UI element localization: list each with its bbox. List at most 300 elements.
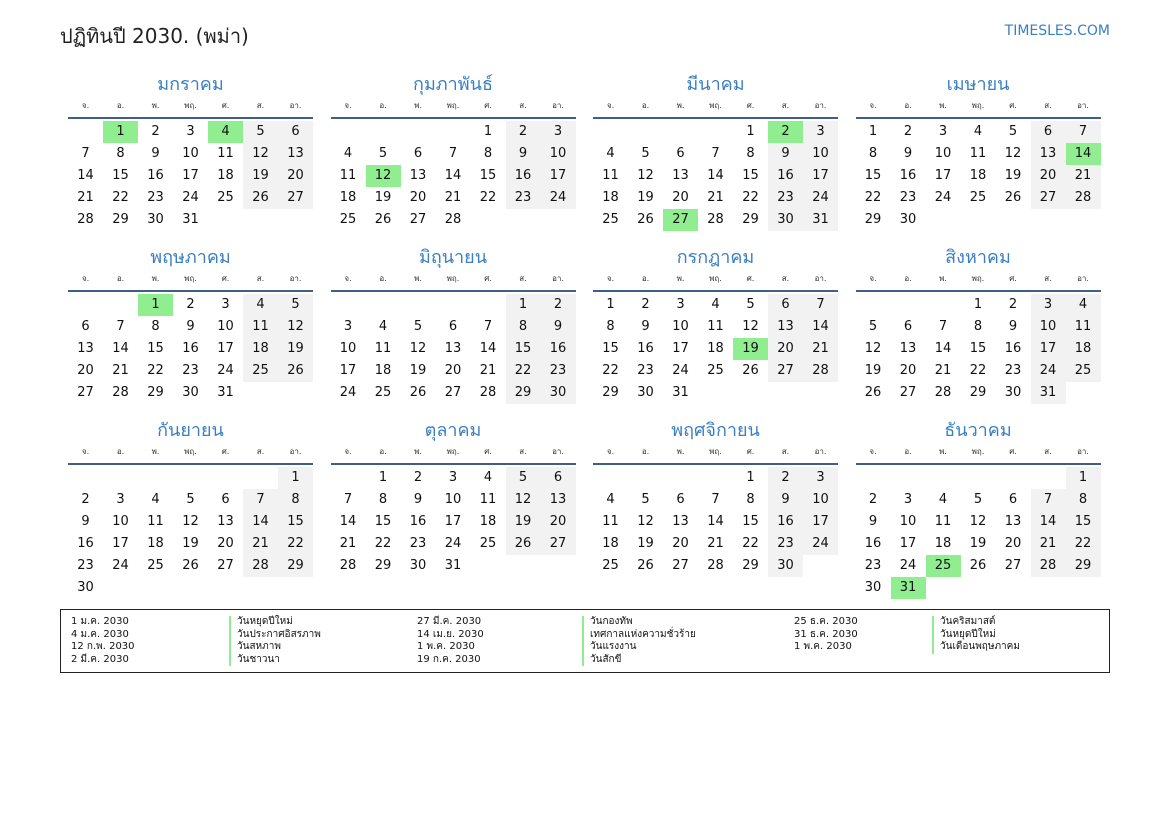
day-cell[interactable]: 4 xyxy=(973,124,983,139)
day-cell[interactable]: 27 xyxy=(1004,558,1022,573)
day-cell[interactable]: 23 xyxy=(1004,363,1022,378)
day-cell[interactable]: 3 xyxy=(541,121,576,143)
day-cell[interactable]: 2 xyxy=(868,492,878,507)
day-cell[interactable]: 30 xyxy=(147,212,164,227)
day-cell[interactable]: 8 xyxy=(868,146,878,161)
day-cell[interactable]: 8 xyxy=(278,489,313,511)
holiday-day-cell[interactable]: 27 xyxy=(663,209,698,231)
day-cell[interactable]: 5 xyxy=(506,467,541,489)
day-cell[interactable]: 5 xyxy=(1008,124,1018,139)
day-cell[interactable]: 23 xyxy=(147,190,164,205)
day-cell[interactable]: 11 xyxy=(707,319,724,334)
day-cell[interactable]: 22 xyxy=(278,533,313,555)
day-cell[interactable]: 18 xyxy=(374,363,392,378)
day-cell[interactable]: 28 xyxy=(479,385,497,400)
day-cell[interactable]: 12 xyxy=(969,514,987,529)
day-cell[interactable]: 10 xyxy=(899,514,917,529)
day-cell[interactable]: 21 xyxy=(803,338,838,360)
day-cell[interactable]: 21 xyxy=(479,363,497,378)
day-cell[interactable]: 30 xyxy=(768,555,803,577)
day-cell[interactable]: 16 xyxy=(899,168,917,183)
day-cell[interactable]: 13 xyxy=(444,341,462,356)
day-cell[interactable]: 28 xyxy=(243,555,278,577)
holiday-day-cell[interactable]: 14 xyxy=(1066,143,1101,165)
day-cell[interactable]: 25 xyxy=(602,558,619,573)
day-cell[interactable]: 10 xyxy=(182,146,199,161)
day-cell[interactable]: 29 xyxy=(147,385,164,400)
day-cell[interactable]: 11 xyxy=(339,168,357,183)
day-cell[interactable]: 22 xyxy=(374,536,392,551)
day-cell[interactable]: 19 xyxy=(409,363,427,378)
day-cell[interactable]: 29 xyxy=(742,558,759,573)
day-cell[interactable]: 17 xyxy=(541,165,576,187)
day-cell[interactable]: 26 xyxy=(278,360,313,382)
day-cell[interactable]: 21 xyxy=(1031,533,1066,555)
day-cell[interactable]: 17 xyxy=(217,341,234,356)
day-cell[interactable]: 20 xyxy=(278,165,313,187)
day-cell[interactable]: 2 xyxy=(186,297,195,312)
holiday-day-cell[interactable]: 19 xyxy=(733,338,768,360)
day-cell[interactable]: 1 xyxy=(378,470,388,485)
day-cell[interactable]: 26 xyxy=(409,385,427,400)
day-cell[interactable]: 25 xyxy=(1066,360,1101,382)
day-cell[interactable]: 2 xyxy=(151,124,160,139)
day-cell[interactable]: 15 xyxy=(112,168,129,183)
day-cell[interactable]: 30 xyxy=(182,385,199,400)
day-cell[interactable]: 8 xyxy=(378,492,388,507)
day-cell[interactable]: 9 xyxy=(768,489,803,511)
day-cell[interactable]: 19 xyxy=(182,536,199,551)
day-cell[interactable]: 21 xyxy=(243,533,278,555)
day-cell[interactable]: 12 xyxy=(1004,146,1022,161)
day-cell[interactable]: 19 xyxy=(864,363,882,378)
day-cell[interactable]: 20 xyxy=(899,363,917,378)
day-cell[interactable]: 14 xyxy=(707,514,724,529)
day-cell[interactable]: 3 xyxy=(676,297,685,312)
day-cell[interactable]: 26 xyxy=(243,187,278,209)
day-cell[interactable]: 9 xyxy=(1008,319,1018,334)
day-cell[interactable]: 1 xyxy=(746,470,755,485)
day-cell[interactable]: 21 xyxy=(1066,165,1101,187)
day-cell[interactable]: 7 xyxy=(483,319,493,334)
day-cell[interactable]: 10 xyxy=(803,489,838,511)
day-cell[interactable]: 28 xyxy=(707,558,724,573)
day-cell[interactable]: 20 xyxy=(77,363,94,378)
day-cell[interactable]: 28 xyxy=(339,558,357,573)
day-cell[interactable]: 27 xyxy=(409,212,427,227)
day-cell[interactable]: 15 xyxy=(969,341,987,356)
day-cell[interactable]: 4 xyxy=(938,492,948,507)
day-cell[interactable]: 11 xyxy=(934,514,952,529)
day-cell[interactable]: 13 xyxy=(409,168,427,183)
day-cell[interactable]: 17 xyxy=(934,168,952,183)
day-cell[interactable]: 1 xyxy=(746,124,755,139)
day-cell[interactable]: 11 xyxy=(602,514,619,529)
day-cell[interactable]: 5 xyxy=(413,319,423,334)
day-cell[interactable]: 10 xyxy=(217,319,234,334)
day-cell[interactable]: 16 xyxy=(541,338,576,360)
day-cell[interactable]: 18 xyxy=(339,190,357,205)
day-cell[interactable]: 1 xyxy=(973,297,983,312)
day-cell[interactable]: 21 xyxy=(339,536,357,551)
day-cell[interactable]: 19 xyxy=(374,190,392,205)
day-cell[interactable]: 21 xyxy=(77,190,94,205)
holiday-day-cell[interactable]: 2 xyxy=(768,121,803,143)
day-cell[interactable]: 27 xyxy=(899,385,917,400)
day-cell[interactable]: 16 xyxy=(506,165,541,187)
day-cell[interactable]: 14 xyxy=(479,341,497,356)
day-cell[interactable]: 22 xyxy=(864,190,882,205)
day-cell[interactable]: 24 xyxy=(934,190,952,205)
day-cell[interactable]: 20 xyxy=(1031,165,1066,187)
day-cell[interactable]: 18 xyxy=(479,514,497,529)
day-cell[interactable]: 15 xyxy=(742,168,759,183)
day-cell[interactable]: 13 xyxy=(1031,143,1066,165)
day-cell[interactable]: 25 xyxy=(243,360,278,382)
day-cell[interactable]: 18 xyxy=(1066,338,1101,360)
day-cell[interactable]: 24 xyxy=(899,558,917,573)
day-cell[interactable]: 21 xyxy=(444,190,462,205)
day-cell[interactable]: 4 xyxy=(483,470,493,485)
day-cell[interactable]: 3 xyxy=(343,319,353,334)
day-cell[interactable]: 24 xyxy=(541,187,576,209)
day-cell[interactable]: 17 xyxy=(339,363,357,378)
day-cell[interactable]: 30 xyxy=(899,212,917,227)
day-cell[interactable]: 17 xyxy=(803,511,838,533)
day-cell[interactable]: 4 xyxy=(606,492,615,507)
day-cell[interactable]: 27 xyxy=(77,385,94,400)
site-link[interactable]: TIMESLES.COM xyxy=(1004,23,1110,39)
day-cell[interactable]: 13 xyxy=(1004,514,1022,529)
day-cell[interactable]: 22 xyxy=(479,190,497,205)
day-cell[interactable]: 27 xyxy=(1031,187,1066,209)
day-cell[interactable]: 18 xyxy=(969,168,987,183)
day-cell[interactable]: 2 xyxy=(81,492,90,507)
day-cell[interactable]: 7 xyxy=(343,492,353,507)
day-cell[interactable]: 1 xyxy=(278,467,313,489)
day-cell[interactable]: 6 xyxy=(768,294,803,316)
day-cell[interactable]: 12 xyxy=(637,168,654,183)
day-cell[interactable]: 7 xyxy=(1031,489,1066,511)
day-cell[interactable]: 5 xyxy=(378,146,388,161)
day-cell[interactable]: 12 xyxy=(742,319,759,334)
day-cell[interactable]: 20 xyxy=(409,190,427,205)
day-cell[interactable]: 6 xyxy=(903,319,913,334)
day-cell[interactable]: 7 xyxy=(938,319,948,334)
day-cell[interactable]: 19 xyxy=(506,511,541,533)
day-cell[interactable]: 8 xyxy=(973,319,983,334)
day-cell[interactable]: 16 xyxy=(147,168,164,183)
day-cell[interactable]: 29 xyxy=(602,385,619,400)
day-cell[interactable]: 25 xyxy=(374,385,392,400)
holiday-day-cell[interactable]: 12 xyxy=(366,165,401,187)
day-cell[interactable]: 1 xyxy=(868,124,878,139)
day-cell[interactable]: 5 xyxy=(973,492,983,507)
day-cell[interactable]: 8 xyxy=(483,146,493,161)
day-cell[interactable]: 16 xyxy=(409,514,427,529)
day-cell[interactable]: 20 xyxy=(672,190,689,205)
day-cell[interactable]: 15 xyxy=(602,341,619,356)
holiday-day-cell[interactable]: 31 xyxy=(891,577,926,599)
day-cell[interactable]: 15 xyxy=(742,514,759,529)
day-cell[interactable]: 30 xyxy=(768,209,803,231)
day-cell[interactable]: 23 xyxy=(637,363,654,378)
day-cell[interactable]: 26 xyxy=(637,212,654,227)
holiday-day-cell[interactable]: 4 xyxy=(208,121,243,143)
day-cell[interactable]: 5 xyxy=(641,492,650,507)
day-cell[interactable]: 12 xyxy=(182,514,199,529)
day-cell[interactable]: 28 xyxy=(112,385,129,400)
day-cell[interactable]: 11 xyxy=(969,146,987,161)
day-cell[interactable]: 6 xyxy=(676,146,685,161)
day-cell[interactable]: 4 xyxy=(378,319,388,334)
day-cell[interactable]: 23 xyxy=(768,533,803,555)
day-cell[interactable]: 23 xyxy=(768,187,803,209)
day-cell[interactable]: 7 xyxy=(116,319,125,334)
day-cell[interactable]: 9 xyxy=(868,514,878,529)
day-cell[interactable]: 5 xyxy=(243,121,278,143)
day-cell[interactable]: 10 xyxy=(112,514,129,529)
day-cell[interactable]: 5 xyxy=(278,294,313,316)
day-cell[interactable]: 18 xyxy=(602,536,619,551)
day-cell[interactable]: 16 xyxy=(768,165,803,187)
day-cell[interactable]: 20 xyxy=(541,511,576,533)
day-cell[interactable]: 24 xyxy=(444,536,462,551)
day-cell[interactable]: 19 xyxy=(637,536,654,551)
day-cell[interactable]: 30 xyxy=(1004,385,1022,400)
day-cell[interactable]: 11 xyxy=(147,514,164,529)
day-cell[interactable]: 25 xyxy=(969,190,987,205)
day-cell[interactable]: 14 xyxy=(707,168,724,183)
day-cell[interactable]: 12 xyxy=(637,514,654,529)
day-cell[interactable]: 16 xyxy=(1004,341,1022,356)
day-cell[interactable]: 21 xyxy=(112,363,129,378)
day-cell[interactable]: 13 xyxy=(768,316,803,338)
day-cell[interactable]: 22 xyxy=(506,360,541,382)
day-cell[interactable]: 29 xyxy=(112,212,129,227)
day-cell[interactable]: 15 xyxy=(278,511,313,533)
day-cell[interactable]: 26 xyxy=(969,558,987,573)
day-cell[interactable]: 7 xyxy=(711,492,720,507)
day-cell[interactable]: 15 xyxy=(864,168,882,183)
day-cell[interactable]: 29 xyxy=(969,385,987,400)
day-cell[interactable]: 4 xyxy=(243,294,278,316)
day-cell[interactable]: 23 xyxy=(77,558,94,573)
day-cell[interactable]: 8 xyxy=(151,319,160,334)
day-cell[interactable]: 22 xyxy=(1066,533,1101,555)
day-cell[interactable]: 23 xyxy=(541,360,576,382)
day-cell[interactable]: 29 xyxy=(278,555,313,577)
day-cell[interactable]: 19 xyxy=(637,190,654,205)
day-cell[interactable]: 10 xyxy=(934,146,952,161)
holiday-day-cell[interactable]: 25 xyxy=(926,555,961,577)
day-cell[interactable]: 6 xyxy=(81,319,90,334)
day-cell[interactable]: 3 xyxy=(803,467,838,489)
day-cell[interactable]: 26 xyxy=(374,212,392,227)
day-cell[interactable]: 30 xyxy=(409,558,427,573)
day-cell[interactable]: 14 xyxy=(112,341,129,356)
day-cell[interactable]: 27 xyxy=(541,533,576,555)
day-cell[interactable]: 22 xyxy=(602,363,619,378)
day-cell[interactable]: 31 xyxy=(1031,382,1066,404)
day-cell[interactable]: 14 xyxy=(934,341,952,356)
day-cell[interactable]: 6 xyxy=(221,492,230,507)
day-cell[interactable]: 24 xyxy=(672,363,689,378)
day-cell[interactable]: 22 xyxy=(147,363,164,378)
day-cell[interactable]: 23 xyxy=(864,558,882,573)
day-cell[interactable]: 17 xyxy=(444,514,462,529)
day-cell[interactable]: 11 xyxy=(602,168,619,183)
day-cell[interactable]: 21 xyxy=(707,536,724,551)
day-cell[interactable]: 25 xyxy=(479,536,497,551)
day-cell[interactable]: 12 xyxy=(409,341,427,356)
day-cell[interactable]: 13 xyxy=(77,341,94,356)
day-cell[interactable]: 22 xyxy=(969,363,987,378)
day-cell[interactable]: 4 xyxy=(343,146,353,161)
day-cell[interactable]: 12 xyxy=(243,143,278,165)
holiday-day-cell[interactable]: 1 xyxy=(103,121,138,143)
day-cell[interactable]: 23 xyxy=(899,190,917,205)
day-cell[interactable]: 31 xyxy=(217,385,234,400)
day-cell[interactable]: 13 xyxy=(541,489,576,511)
day-cell[interactable]: 11 xyxy=(374,341,392,356)
day-cell[interactable]: 13 xyxy=(672,514,689,529)
day-cell[interactable]: 18 xyxy=(147,536,164,551)
day-cell[interactable]: 10 xyxy=(339,341,357,356)
day-cell[interactable]: 15 xyxy=(506,338,541,360)
day-cell[interactable]: 26 xyxy=(182,558,199,573)
day-cell[interactable]: 8 xyxy=(746,492,755,507)
day-cell[interactable]: 27 xyxy=(768,360,803,382)
day-cell[interactable]: 4 xyxy=(1066,294,1101,316)
day-cell[interactable]: 6 xyxy=(541,467,576,489)
day-cell[interactable]: 31 xyxy=(444,558,462,573)
day-cell[interactable]: 9 xyxy=(413,492,423,507)
day-cell[interactable]: 19 xyxy=(278,338,313,360)
day-cell[interactable]: 25 xyxy=(707,363,724,378)
day-cell[interactable]: 10 xyxy=(803,143,838,165)
day-cell[interactable]: 6 xyxy=(448,319,458,334)
day-cell[interactable]: 29 xyxy=(1066,555,1101,577)
day-cell[interactable]: 24 xyxy=(803,533,838,555)
day-cell[interactable]: 25 xyxy=(217,190,234,205)
day-cell[interactable]: 5 xyxy=(746,297,755,312)
day-cell[interactable]: 29 xyxy=(742,212,759,227)
day-cell[interactable]: 9 xyxy=(186,319,195,334)
day-cell[interactable]: 1 xyxy=(1066,467,1101,489)
day-cell[interactable]: 7 xyxy=(448,146,458,161)
day-cell[interactable]: 2 xyxy=(768,467,803,489)
day-cell[interactable]: 21 xyxy=(707,190,724,205)
day-cell[interactable]: 27 xyxy=(444,385,462,400)
day-cell[interactable]: 16 xyxy=(182,341,199,356)
day-cell[interactable]: 18 xyxy=(217,168,234,183)
day-cell[interactable]: 16 xyxy=(864,536,882,551)
day-cell[interactable]: 2 xyxy=(413,470,423,485)
day-cell[interactable]: 11 xyxy=(243,316,278,338)
day-cell[interactable]: 25 xyxy=(602,212,619,227)
day-cell[interactable]: 27 xyxy=(278,187,313,209)
day-cell[interactable]: 30 xyxy=(77,580,94,595)
day-cell[interactable]: 10 xyxy=(444,492,462,507)
day-cell[interactable]: 28 xyxy=(77,212,94,227)
day-cell[interactable]: 26 xyxy=(864,385,882,400)
day-cell[interactable]: 13 xyxy=(672,168,689,183)
day-cell[interactable]: 20 xyxy=(444,363,462,378)
day-cell[interactable]: 2 xyxy=(1008,297,1018,312)
day-cell[interactable]: 22 xyxy=(742,536,759,551)
day-cell[interactable]: 15 xyxy=(374,514,392,529)
day-cell[interactable]: 1 xyxy=(506,294,541,316)
day-cell[interactable]: 26 xyxy=(506,533,541,555)
day-cell[interactable]: 24 xyxy=(339,385,357,400)
day-cell[interactable]: 27 xyxy=(217,558,234,573)
day-cell[interactable]: 6 xyxy=(676,492,685,507)
day-cell[interactable]: 19 xyxy=(243,165,278,187)
day-cell[interactable]: 5 xyxy=(868,319,878,334)
day-cell[interactable]: 14 xyxy=(77,168,94,183)
day-cell[interactable]: 8 xyxy=(116,146,125,161)
day-cell[interactable]: 29 xyxy=(374,558,392,573)
day-cell[interactable]: 15 xyxy=(1066,511,1101,533)
day-cell[interactable]: 9 xyxy=(541,316,576,338)
day-cell[interactable]: 20 xyxy=(217,536,234,551)
day-cell[interactable]: 7 xyxy=(243,489,278,511)
day-cell[interactable]: 14 xyxy=(339,514,357,529)
day-cell[interactable]: 28 xyxy=(1031,555,1066,577)
day-cell[interactable]: 23 xyxy=(182,363,199,378)
day-cell[interactable]: 24 xyxy=(112,558,129,573)
day-cell[interactable]: 17 xyxy=(803,165,838,187)
day-cell[interactable]: 3 xyxy=(448,470,458,485)
day-cell[interactable]: 8 xyxy=(606,319,615,334)
day-cell[interactable]: 24 xyxy=(803,187,838,209)
day-cell[interactable]: 20 xyxy=(768,338,803,360)
day-cell[interactable]: 9 xyxy=(81,514,90,529)
day-cell[interactable]: 3 xyxy=(803,121,838,143)
day-cell[interactable]: 28 xyxy=(1066,187,1101,209)
day-cell[interactable]: 3 xyxy=(938,124,948,139)
day-cell[interactable]: 1 xyxy=(606,297,615,312)
day-cell[interactable]: 24 xyxy=(217,363,234,378)
day-cell[interactable]: 25 xyxy=(339,212,357,227)
day-cell[interactable]: 3 xyxy=(221,297,230,312)
day-cell[interactable]: 8 xyxy=(1066,489,1101,511)
day-cell[interactable]: 30 xyxy=(637,385,654,400)
day-cell[interactable]: 12 xyxy=(278,316,313,338)
day-cell[interactable]: 25 xyxy=(147,558,164,573)
day-cell[interactable]: 18 xyxy=(602,190,619,205)
day-cell[interactable]: 21 xyxy=(934,363,952,378)
day-cell[interactable]: 31 xyxy=(803,209,838,231)
day-cell[interactable]: 28 xyxy=(934,385,952,400)
day-cell[interactable]: 4 xyxy=(151,492,160,507)
day-cell[interactable]: 7 xyxy=(1066,121,1101,143)
day-cell[interactable]: 28 xyxy=(444,212,462,227)
day-cell[interactable]: 10 xyxy=(1031,316,1066,338)
day-cell[interactable]: 11 xyxy=(217,146,234,161)
day-cell[interactable]: 20 xyxy=(672,536,689,551)
day-cell[interactable]: 22 xyxy=(112,190,129,205)
day-cell[interactable]: 3 xyxy=(1031,294,1066,316)
day-cell[interactable]: 9 xyxy=(151,146,160,161)
day-cell[interactable]: 28 xyxy=(707,212,724,227)
day-cell[interactable]: 18 xyxy=(707,341,724,356)
day-cell[interactable]: 18 xyxy=(934,536,952,551)
day-cell[interactable]: 16 xyxy=(77,536,94,551)
day-cell[interactable]: 10 xyxy=(672,319,689,334)
day-cell[interactable]: 14 xyxy=(444,168,462,183)
